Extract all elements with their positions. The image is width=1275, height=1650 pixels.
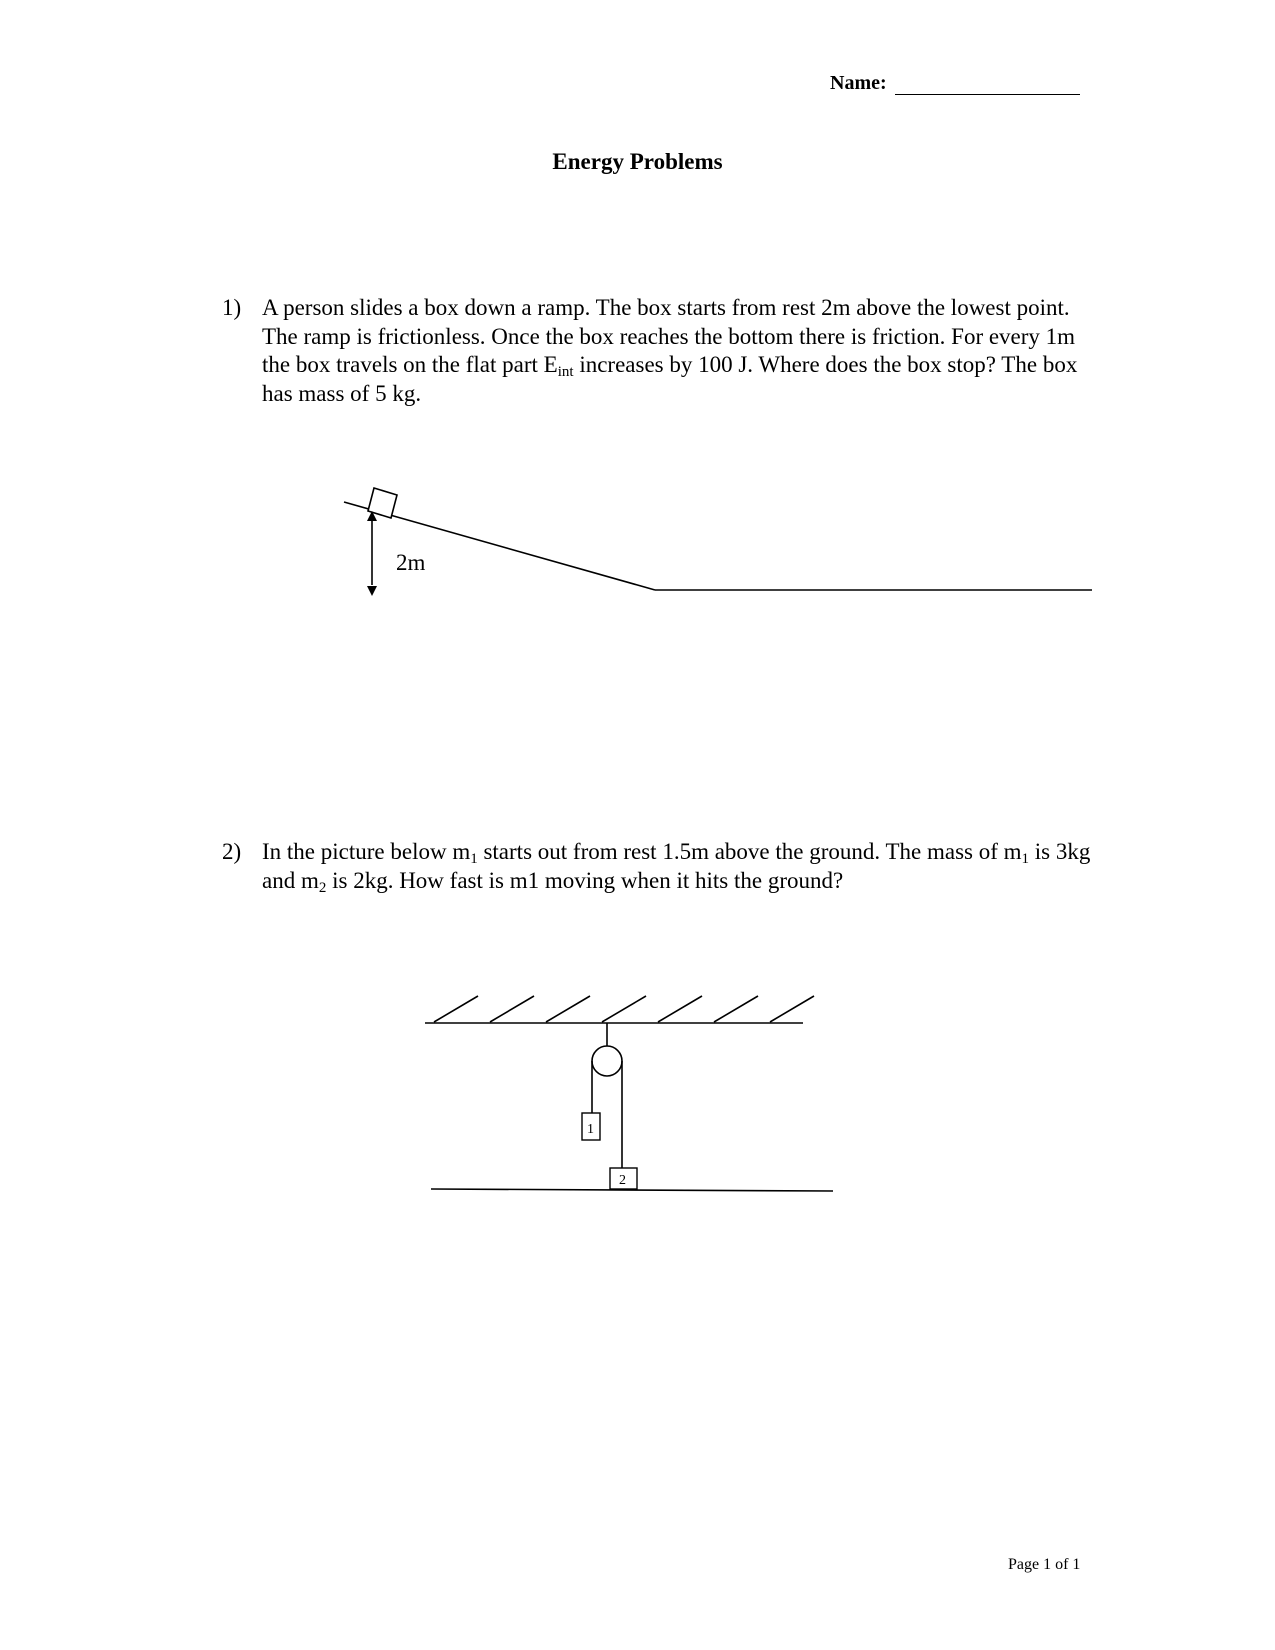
problem-text-part: increases by 100 J. Where does the box stop? The box has mass of 5 kg.	[262, 352, 1078, 406]
problem-text-part: is 2kg. How fast is m1 moving when it hits the ground?	[326, 867, 844, 893]
name-label: Name:	[830, 72, 887, 94]
problem-number: 1)	[222, 295, 242, 320]
ceiling-hatch	[546, 996, 590, 1022]
ground-line	[431, 1189, 833, 1191]
problem-text-part: A person slides a box down a ramp. The box starts from rest 2m above the lowest point. The ramp is frictionless. Once the box reaches the bottom there is friction. For every 1m the box travels on the flat part E	[262, 295, 1076, 377]
height-arrow-bottom-head	[367, 586, 377, 596]
page-number: Page 1 of 1	[1008, 1556, 1081, 1573]
ceiling-hatch	[602, 996, 646, 1022]
subscript: 1	[470, 851, 478, 867]
pulley-figure	[425, 996, 833, 1191]
ramp-figure	[344, 488, 1092, 596]
mass-1-label: 1	[587, 1122, 594, 1137]
subscript: 1	[1021, 851, 1030, 867]
subscript: int	[557, 364, 574, 380]
ceiling-hatch	[434, 996, 478, 1022]
page-title: Energy Problems	[552, 149, 723, 174]
ceiling-hatch	[658, 996, 702, 1022]
problem-number: 2)	[222, 839, 242, 864]
problem-text	[262, 838, 1102, 895]
problem-text-part: starts out from rest 1.5m above the ground. The mass of m	[477, 839, 1022, 864]
problem-text-part: is 3kg and m	[262, 839, 1091, 893]
height-label: 2m	[396, 550, 426, 575]
ceiling-hatch	[770, 996, 814, 1022]
ceiling-hatch	[714, 996, 758, 1022]
problem-2	[222, 838, 1102, 895]
problem-text-part: In the picture below m	[262, 839, 471, 864]
mass-2-label: 2	[619, 1173, 626, 1188]
pulley-wheel	[592, 1046, 622, 1076]
ceiling-hatch	[490, 996, 534, 1022]
subscript: 2	[318, 879, 327, 896]
